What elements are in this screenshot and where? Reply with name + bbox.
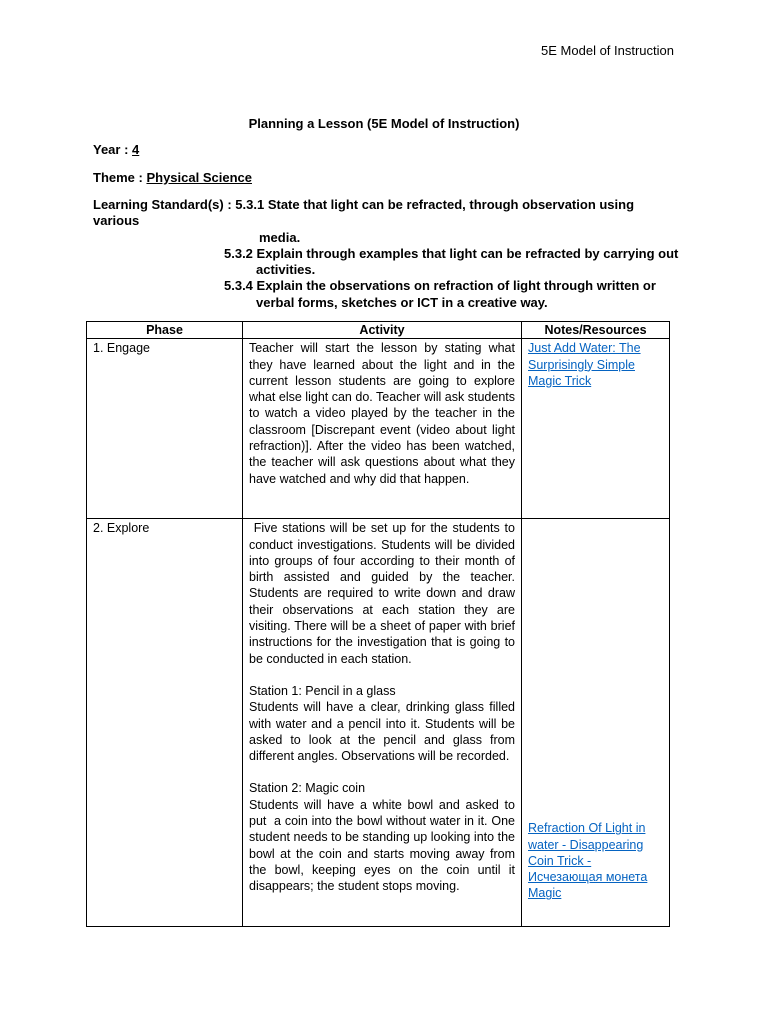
resource-link-engage[interactable]: Just Add Water: The Surprisingly Simple Magic Trick	[528, 341, 641, 388]
station-2-title: Station 2: Magic coin	[249, 781, 366, 796]
theme-value: Physical Science	[146, 170, 252, 185]
page-title: Planning a Lesson (5E Model of Instruction)	[248, 116, 520, 131]
standard-1-text: 5.3.1 State that light can be refracted, through observation using various	[93, 197, 635, 229]
standard-3-line-2: verbal forms, sketches or ICT in a creative way.	[256, 294, 548, 310]
year-line	[93, 142, 139, 158]
table-row	[87, 339, 670, 519]
table-row	[87, 519, 670, 927]
station-1-text: Students will have a clear, drinking glass filled with water and a pencil into it. Students will be asked to look at the pencil and glass from different angles. Observations will be recorded.	[249, 700, 515, 764]
table-header-row	[87, 322, 670, 339]
lesson-table	[86, 321, 670, 927]
learning-standards	[93, 197, 683, 311]
phase-cell: 1. Engage	[87, 339, 243, 519]
resource-link-explore[interactable]: Refraction Of Light in water - Disappearing Coin Trick - Исчезающая монета Magic	[528, 821, 648, 901]
header-activity: Activity	[243, 322, 522, 339]
notes-cell	[522, 339, 670, 519]
theme-label: Theme :	[93, 170, 147, 185]
standard-2-line-2: activities.	[256, 262, 316, 278]
standard-3-line-1: 5.3.4 Explain the observations on refraction of light through written or	[224, 278, 656, 294]
standard-1-line-1	[93, 197, 683, 230]
station-1-title: Station 1: Pencil in a glass	[249, 683, 396, 698]
activity-cell: Teacher will start the lesson by stating what they have learned about the light and in the current lesson students are going to explore what else light can do. Teacher will ask students to watch a video played by the teacher in the classroom [Discrepant event (video about light refraction)]. After the video has been watched, the teacher will ask questions about what they have watched and why did that happen.	[243, 339, 522, 519]
phase-cell: 2. Explore	[87, 519, 243, 927]
explore-intro: Five stations will be set up for the students to conduct investigations. Students will be divided into groups of four according to their month of birth assisted and guided by the teacher. Students are required to write down and draw their observations at each station they are visiting. There will be a sheet of paper with brief instructions for the investigation that is going to be conducted in each station.	[249, 521, 519, 666]
standard-1-line-2: media.	[259, 229, 301, 245]
year-label: Year :	[93, 142, 133, 157]
learning-standards-label: Learning Standard(s) :	[93, 197, 236, 212]
header-phase: Phase	[87, 322, 243, 339]
year-value: 4	[132, 142, 140, 157]
activity-cell	[243, 519, 522, 927]
running-header: 5E Model of Instruction	[541, 43, 674, 58]
header-notes: Notes/Resources	[522, 322, 670, 339]
station-2-text: Students will have a white bowl and asked to put a coin into the bowl without water in it. One student needs to be standing up looking into the bowl at the coin and starts moving away from the bowl, keeping eyes on the coin until it disappears; the student stops moving.	[249, 797, 519, 894]
theme-line	[93, 170, 252, 186]
standard-2-line-1: 5.3.2 Explain through examples that light can be refracted by carrying out	[224, 245, 679, 261]
notes-cell	[522, 519, 670, 927]
